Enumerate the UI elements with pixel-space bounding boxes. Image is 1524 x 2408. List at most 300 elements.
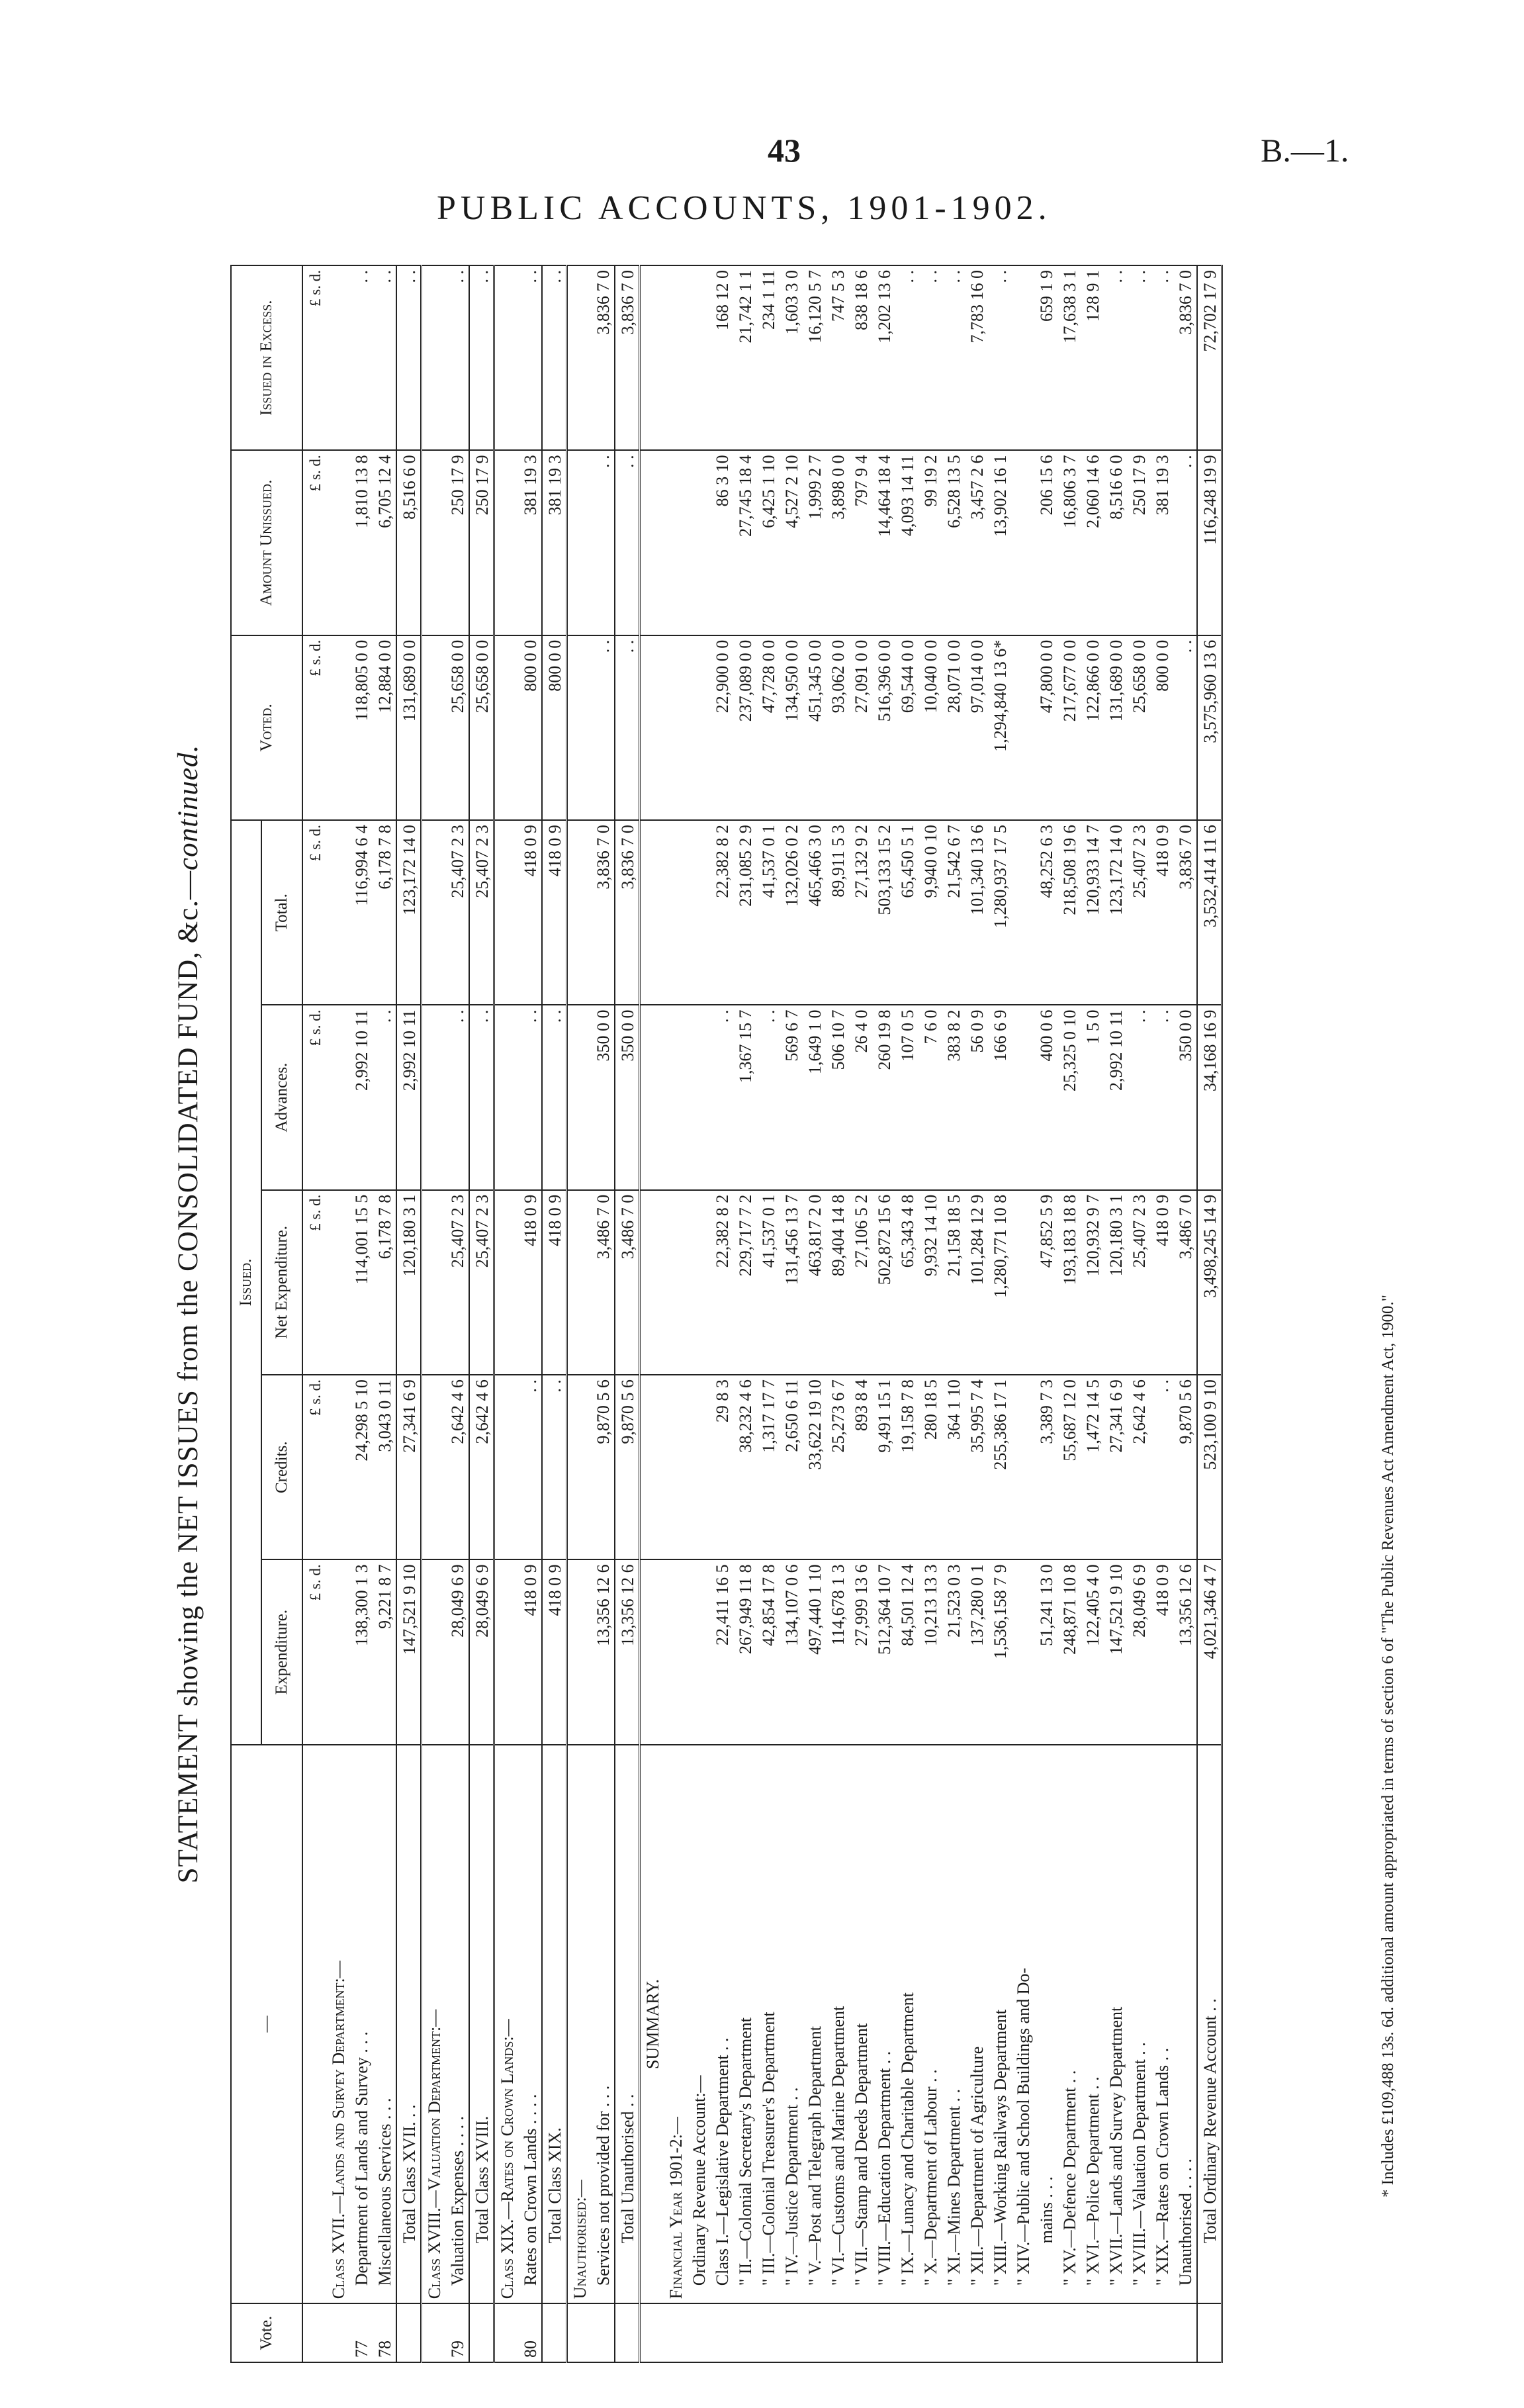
cell-voted	[422, 635, 446, 820]
cell-unissued: . .	[1173, 450, 1197, 635]
cell-net-expenditure: 9,932 14 10	[919, 1190, 942, 1375]
row-description: mains . . .	[1034, 1745, 1057, 2303]
cell-net-expenditure: 3,498,245 14 9	[1197, 1190, 1222, 1375]
cell-total	[1011, 820, 1034, 1005]
vote-number	[1127, 2303, 1150, 2362]
cell-expenditure: 27,999 13 6	[849, 1559, 872, 1744]
row-description: " X.—Department of Labour . .	[919, 1745, 942, 2303]
cell-excess	[640, 265, 664, 450]
cell-total: 218,508 19 6	[1057, 820, 1081, 1005]
table-row	[1034, 265, 1057, 2362]
cell-voted: 237,089 0 0	[733, 635, 756, 820]
cell-excess: 3,836 7 0	[1173, 265, 1197, 450]
cell-expenditure: 9,221 8 7	[373, 1559, 396, 1744]
cell-advances: 56 0 9	[965, 1005, 988, 1189]
total-row	[396, 265, 422, 2362]
cell-voted: 451,345 0 0	[803, 635, 826, 820]
row-description: " XIV.—Public and School Buildings and Do-	[1011, 1745, 1034, 2303]
cell-expenditure: 13,356 12 6	[591, 1559, 615, 1744]
vote-number	[1081, 2303, 1104, 2362]
cell-total: 231,085 2 9	[733, 820, 756, 1005]
cell-advances: 350 0 0	[615, 1005, 640, 1189]
cell-unissued: 3,457 2 6	[965, 450, 988, 635]
unit-label: £ s. d.	[302, 1375, 326, 1559]
cell-voted	[494, 635, 519, 820]
cell-advances: . .	[756, 1005, 780, 1189]
cell-voted: 69,544 0 0	[895, 635, 919, 820]
table-row	[445, 265, 469, 2362]
rotated-statement	[172, 258, 1403, 2370]
cell-credits: 9,870 5 6	[1173, 1375, 1197, 1559]
cell-excess: 234 1 11	[756, 265, 780, 450]
cell-voted: 131,689 0 0	[396, 635, 422, 820]
col-unissued-header: Amount Unissued.	[231, 450, 302, 635]
cell-net-expenditure	[664, 1190, 687, 1375]
cell-net-expenditure: 120,180 3 1	[396, 1190, 422, 1375]
table-row	[518, 265, 542, 2362]
cell-voted: 800 0 0	[518, 635, 542, 820]
row-description: " XVII.—Lands and Survey Department	[1104, 1745, 1127, 2303]
row-description: " III.—Colonial Treasurer's Department	[756, 1745, 780, 2303]
cell-voted: 800 0 0	[542, 635, 567, 820]
cell-excess	[567, 265, 592, 450]
cell-advances: . .	[1127, 1005, 1150, 1189]
cell-total	[640, 820, 664, 1005]
cell-voted: . .	[591, 635, 615, 820]
cell-expenditure: 42,854 17 8	[756, 1559, 780, 1744]
table-row	[965, 265, 988, 2362]
row-description: Total Class XVII. . .	[396, 1745, 422, 2303]
cell-unissued: 3,898 0 0	[826, 450, 849, 635]
row-description: Class XIX.—Rates on Crown Lands:—	[494, 1745, 519, 2303]
vote-number: 80	[518, 2303, 542, 2362]
cell-unissued	[687, 450, 710, 635]
cell-excess: 16,120 5 7	[803, 265, 826, 450]
cell-credits: 364 1 10	[942, 1375, 965, 1559]
cell-advances: 1,367 15 7	[733, 1005, 756, 1189]
cell-advances: . .	[1150, 1005, 1173, 1189]
cell-net-expenditure: 25,407 2 3	[469, 1190, 494, 1375]
cell-advances: 350 0 0	[591, 1005, 615, 1189]
class-heading-row	[326, 265, 349, 2362]
cell-net-expenditure: 120,180 3 1	[1104, 1190, 1127, 1375]
table-row	[780, 265, 803, 2362]
cell-total: 21,542 6 7	[942, 820, 965, 1005]
cell-credits: 2,642 4 6	[469, 1375, 494, 1559]
cell-credits	[567, 1375, 592, 1559]
vote-number	[687, 2303, 710, 2362]
vote-number	[664, 2303, 687, 2362]
cell-expenditure: 147,521 9 10	[396, 1559, 422, 1744]
vote-number	[710, 2303, 733, 2362]
cell-expenditure: 13,356 12 6	[1173, 1559, 1197, 1744]
unit-label: £ s. d.	[302, 265, 326, 450]
cell-expenditure: 28,049 6 9	[469, 1559, 494, 1744]
cell-total: 27,132 9 2	[849, 820, 872, 1005]
cell-excess: . .	[396, 265, 422, 450]
col-description-header: —	[231, 1745, 302, 2303]
cell-voted: 47,800 0 0	[1034, 635, 1057, 820]
cell-credits: 3,389 7 3	[1034, 1375, 1057, 1559]
net-issues-table	[230, 265, 1223, 2363]
cell-expenditure: 497,440 1 10	[803, 1559, 826, 1744]
cell-excess: 1,603 3 0	[780, 265, 803, 450]
cell-credits: 38,232 4 6	[733, 1375, 756, 1559]
cell-unissued: 8,516 6 0	[1104, 450, 1127, 635]
cell-total: 41,537 0 1	[756, 820, 780, 1005]
cell-unissued: 16,806 3 7	[1057, 450, 1081, 635]
row-description: " XI.—Mines Department . .	[942, 1745, 965, 2303]
total-row	[469, 265, 494, 2362]
cell-unissued	[422, 450, 446, 635]
cell-net-expenditure: 21,158 18 5	[942, 1190, 965, 1375]
cell-voted: 122,866 0 0	[1081, 635, 1104, 820]
row-description: Total Class XIX.	[542, 1745, 567, 2303]
cell-total: 123,172 14 0	[1104, 820, 1127, 1005]
cell-credits: 27,341 6 9	[396, 1375, 422, 1559]
cell-net-expenditure: 131,456 13 7	[780, 1190, 803, 1375]
total-row	[1197, 265, 1222, 2362]
cell-net-expenditure: 418 0 9	[518, 1190, 542, 1375]
vote-number	[988, 2303, 1011, 2362]
table-row	[687, 265, 710, 2362]
vote-number	[567, 2303, 592, 2362]
row-description: SUMMARY.	[640, 1745, 664, 2303]
cell-unissued: 6,425 1 10	[756, 450, 780, 635]
cell-net-expenditure: 25,407 2 3	[445, 1190, 469, 1375]
unit-label: £ s. d.	[302, 1559, 326, 1744]
cell-unissued	[567, 450, 592, 635]
row-description: Rates on Crown Lands . . . .	[518, 1745, 542, 2303]
cell-expenditure: 267,949 11 8	[733, 1559, 756, 1744]
cell-excess: 838 18 6	[849, 265, 872, 450]
cell-net-expenditure: 47,852 5 9	[1034, 1190, 1057, 1375]
cell-credits: 33,622 19 10	[803, 1375, 826, 1559]
table-row	[895, 265, 919, 2362]
unit-label: £ s. d.	[302, 450, 326, 635]
cell-advances: 569 6 7	[780, 1005, 803, 1189]
cell-credits: 9,870 5 6	[615, 1375, 640, 1559]
cell-advances: . .	[445, 1005, 469, 1189]
row-description: Ordinary Revenue Account:—	[687, 1745, 710, 2303]
vote-number	[780, 2303, 803, 2362]
cell-net-expenditure	[1011, 1190, 1034, 1375]
vote-number	[640, 2303, 664, 2362]
cell-unissued: 6,705 12 4	[373, 450, 396, 635]
vote-number	[615, 2303, 640, 2362]
col-vote-header: Vote.	[231, 2303, 302, 2362]
row-description: " XVI.—Police Department . .	[1081, 1745, 1104, 2303]
table-row	[756, 265, 780, 2362]
cell-credits: 27,341 6 9	[1104, 1375, 1127, 1559]
table-row	[349, 265, 373, 2362]
table-row	[1127, 265, 1150, 2362]
cell-unissued: 99 19 2	[919, 450, 942, 635]
cell-net-expenditure: 120,932 9 7	[1081, 1190, 1104, 1375]
table-body	[302, 265, 1222, 2362]
cell-net-expenditure: 22,382 8 2	[710, 1190, 733, 1375]
cell-total: 101,340 13 6	[965, 820, 988, 1005]
cell-total	[494, 820, 519, 1005]
table-row	[849, 265, 872, 2362]
vote-number	[1150, 2303, 1173, 2362]
cell-expenditure: 51,241 13 0	[1034, 1559, 1057, 1744]
cell-voted	[567, 635, 592, 820]
row-description: " VII.—Stamp and Deeds Department	[849, 1745, 872, 2303]
cell-excess: 1,202 13 6	[872, 265, 895, 450]
col-total-header: Total.	[261, 820, 302, 1005]
cell-credits: 523,100 9 10	[1197, 1375, 1222, 1559]
cell-expenditure	[687, 1559, 710, 1744]
row-description: Class XVIII.—Valuation Department:—	[422, 1745, 446, 2303]
cell-total: 116,994 6 4	[349, 820, 373, 1005]
cell-expenditure: 28,049 6 9	[1127, 1559, 1150, 1744]
cell-advances	[494, 1005, 519, 1189]
cell-unissued	[664, 450, 687, 635]
vote-number	[1011, 2303, 1034, 2362]
cell-excess: 3,836 7 0	[615, 265, 640, 450]
cell-expenditure	[422, 1559, 446, 1744]
cell-voted: 22,900 0 0	[710, 635, 733, 820]
cell-unissued	[494, 450, 519, 635]
vote-number	[826, 2303, 849, 2362]
table-row	[1173, 265, 1197, 2362]
vote-number	[1057, 2303, 1081, 2362]
statement-title	[172, 258, 218, 2370]
cell-excess: . .	[1127, 265, 1150, 450]
cell-advances: 7 6 0	[919, 1005, 942, 1189]
cell-total: 123,172 14 0	[396, 820, 422, 1005]
cell-credits	[640, 1375, 664, 1559]
cell-total	[422, 820, 446, 1005]
cell-expenditure: 22,411 16 5	[710, 1559, 733, 1744]
cell-total: 1,280,937 17 5	[988, 820, 1011, 1005]
cell-credits: 1,472 14 5	[1081, 1375, 1104, 1559]
vote-number: 79	[445, 2303, 469, 2362]
row-description: Services not provided for . . .	[591, 1745, 615, 2303]
cell-total: 9,940 0 10	[919, 820, 942, 1005]
cell-advances: . .	[710, 1005, 733, 1189]
class-heading-row	[422, 265, 446, 2362]
cell-advances: 2,992 10 11	[1104, 1005, 1127, 1189]
cell-voted: 3,575,960 13 6	[1197, 635, 1222, 820]
cell-net-expenditure: 3,486 7 0	[1173, 1190, 1197, 1375]
cell-expenditure: 137,280 0 1	[965, 1559, 988, 1744]
cell-total	[664, 820, 687, 1005]
cell-excess: . .	[518, 265, 542, 450]
cell-unissued: 381 19 3	[518, 450, 542, 635]
cell-excess: . .	[469, 265, 494, 450]
cell-total: 418 0 9	[542, 820, 567, 1005]
cell-credits: 55,687 12 0	[1057, 1375, 1081, 1559]
cell-advances: 166 6 9	[988, 1005, 1011, 1189]
table-row	[826, 265, 849, 2362]
cell-credits	[687, 1375, 710, 1559]
cell-net-expenditure: 502,872 15 6	[872, 1190, 895, 1375]
cell-total: 120,933 14 7	[1081, 820, 1104, 1005]
cell-unissued: 8,516 6 0	[396, 450, 422, 635]
row-description: " V.—Post and Telegraph Department	[803, 1745, 826, 2303]
cell-total	[326, 820, 349, 1005]
cell-expenditure: 13,356 12 6	[615, 1559, 640, 1744]
row-description: Class XVII.—Lands and Survey Department:—	[326, 1745, 349, 2303]
cell-excess	[422, 265, 446, 450]
row-description: Total Unauthorised . .	[615, 1745, 640, 2303]
cell-credits: . .	[542, 1375, 567, 1559]
cell-net-expenditure: 89,404 14 8	[826, 1190, 849, 1375]
vote-number	[396, 2303, 422, 2362]
cell-credits: 1,317 17 7	[756, 1375, 780, 1559]
cell-net-expenditure	[326, 1190, 349, 1375]
cell-advances: 34,168 16 9	[1197, 1005, 1222, 1189]
vote-number	[1197, 2303, 1222, 2362]
cell-net-expenditure	[422, 1190, 446, 1375]
cell-excess	[326, 265, 349, 450]
cell-voted: 97,014 0 0	[965, 635, 988, 820]
cell-advances	[422, 1005, 446, 1189]
document-reference: B.—1.	[1261, 132, 1349, 169]
total-row	[615, 265, 640, 2362]
cell-net-expenditure: 114,001 15 5	[349, 1190, 373, 1375]
cell-net-expenditure: 65,343 4 8	[895, 1190, 919, 1375]
vote-number	[733, 2303, 756, 2362]
statement-title-continued: continued.	[173, 744, 204, 871]
cell-credits: 35,995 7 4	[965, 1375, 988, 1559]
cell-expenditure: 147,521 9 10	[1104, 1559, 1127, 1744]
vote-number	[872, 2303, 895, 2362]
col-net-expenditure-header: Net Expenditure.	[261, 1190, 302, 1375]
cell-credits: . .	[518, 1375, 542, 1559]
cell-excess: 21,742 1 1	[733, 265, 756, 450]
cell-voted	[664, 635, 687, 820]
col-excess-header: Issued in Excess.	[231, 265, 302, 450]
cell-credits: 9,870 5 6	[591, 1375, 615, 1559]
cell-expenditure: 418 0 9	[518, 1559, 542, 1744]
unit-label: £ s. d.	[302, 1190, 326, 1375]
cell-excess: . .	[349, 265, 373, 450]
cell-advances: . .	[373, 1005, 396, 1189]
vote-number	[1173, 2303, 1197, 2362]
cell-advances: 26 4 0	[849, 1005, 872, 1189]
cell-excess: . .	[919, 265, 942, 450]
issued-group-header: Issued.	[231, 820, 261, 1745]
cell-advances: 2,992 10 11	[349, 1005, 373, 1189]
cell-total: 418 0 9	[1150, 820, 1173, 1005]
cell-voted: 10,040 0 0	[919, 635, 942, 820]
cell-total: 503,133 15 2	[872, 820, 895, 1005]
cell-unissued: 381 19 3	[1150, 450, 1173, 635]
cell-advances: 1 5 0	[1081, 1005, 1104, 1189]
cell-voted: 217,677 0 0	[1057, 635, 1081, 820]
cell-unissued: 4,093 14 11	[895, 450, 919, 635]
vote-number	[965, 2303, 988, 2362]
cell-total: 132,026 0 2	[780, 820, 803, 1005]
cell-voted: 93,062 0 0	[826, 635, 849, 820]
cell-expenditure: 28,049 6 9	[445, 1559, 469, 1744]
cell-unissued: 6,528 13 5	[942, 450, 965, 635]
cell-total: 3,836 7 0	[591, 820, 615, 1005]
cell-total: 22,382 8 2	[710, 820, 733, 1005]
cell-credits	[494, 1375, 519, 1559]
running-head: PUBLIC ACCOUNTS, 1901-1902.	[437, 189, 1052, 227]
cell-total: 25,407 2 3	[1127, 820, 1150, 1005]
row-description: Department of Lands and Survey . . .	[349, 1745, 373, 2303]
vote-number: 78	[373, 2303, 396, 2362]
cell-advances: 1,649 1 0	[803, 1005, 826, 1189]
row-description: " XVIII.—Valuation Department . .	[1127, 1745, 1150, 2303]
cell-unissued: 4,527 2 10	[780, 450, 803, 635]
cell-credits: 29 8 3	[710, 1375, 733, 1559]
cell-total: 465,466 3 0	[803, 820, 826, 1005]
col-expenditure-header: Expenditure.	[261, 1559, 302, 1744]
unit-label: £ s. d.	[302, 635, 326, 820]
cell-advances: 400 0 6	[1034, 1005, 1057, 1189]
cell-net-expenditure	[567, 1190, 592, 1375]
col-credits-header: Credits.	[261, 1375, 302, 1559]
cell-voted	[640, 635, 664, 820]
cell-unissued: 250 17 9	[1127, 450, 1150, 635]
cell-expenditure: 138,300 1 3	[349, 1559, 373, 1744]
table-row	[733, 265, 756, 2362]
cell-net-expenditure: 1,280,771 10 8	[988, 1190, 1011, 1375]
cell-unissued	[326, 450, 349, 635]
cell-excess: 3,836 7 0	[591, 265, 615, 450]
table-row	[373, 265, 396, 2362]
row-description: Financial Year 1901-2:—	[664, 1745, 687, 2303]
row-description: Miscellaneous Services . . .	[373, 1745, 396, 2303]
cell-total: 65,450 5 1	[895, 820, 919, 1005]
cell-advances	[687, 1005, 710, 1189]
cell-advances	[640, 1005, 664, 1189]
cell-excess: . .	[542, 265, 567, 450]
cell-advances: 2,992 10 11	[396, 1005, 422, 1189]
cell-credits: 3,043 0 11	[373, 1375, 396, 1559]
row-description: Unauthorised . . . .	[1173, 1745, 1197, 2303]
cell-expenditure: 418 0 9	[1150, 1559, 1173, 1744]
table-row	[919, 265, 942, 2362]
row-description: Total Ordinary Revenue Account . .	[1197, 1745, 1222, 2303]
row-description: " XIII.—Working Railways Department	[988, 1745, 1011, 2303]
cell-unissued: 206 15 6	[1034, 450, 1057, 635]
page-number: 43	[768, 132, 801, 169]
vote-number	[469, 2303, 494, 2362]
cell-expenditure: 248,871 10 8	[1057, 1559, 1081, 1744]
cell-total: 3,836 7 0	[1173, 820, 1197, 1005]
cell-advances	[567, 1005, 592, 1189]
cell-advances	[1011, 1005, 1034, 1189]
cell-net-expenditure: 101,284 12 9	[965, 1190, 988, 1375]
cell-total: 25,407 2 3	[469, 820, 494, 1005]
cell-expenditure: 21,523 0 3	[942, 1559, 965, 1744]
cell-expenditure: 4,021,346 4 7	[1197, 1559, 1222, 1744]
cell-credits	[664, 1375, 687, 1559]
cell-unissued: 13,902 16 1	[988, 450, 1011, 635]
vote-number	[494, 2303, 519, 2362]
cell-excess: 747 5 3	[826, 265, 849, 450]
cell-voted: 27,091 0 0	[849, 635, 872, 820]
cell-expenditure	[567, 1559, 592, 1744]
cell-voted: 118,805 0 0	[349, 635, 373, 820]
cell-unissued	[640, 450, 664, 635]
class-heading-row	[494, 265, 519, 2362]
cell-net-expenditure: 229,717 7 2	[733, 1190, 756, 1375]
cell-expenditure: 418 0 9	[542, 1559, 567, 1744]
cell-expenditure: 134,107 0 6	[780, 1559, 803, 1744]
cell-advances: . .	[469, 1005, 494, 1189]
cell-credits: 255,386 17 1	[988, 1375, 1011, 1559]
cell-advances: . .	[518, 1005, 542, 1189]
class-heading-row	[567, 265, 592, 2362]
